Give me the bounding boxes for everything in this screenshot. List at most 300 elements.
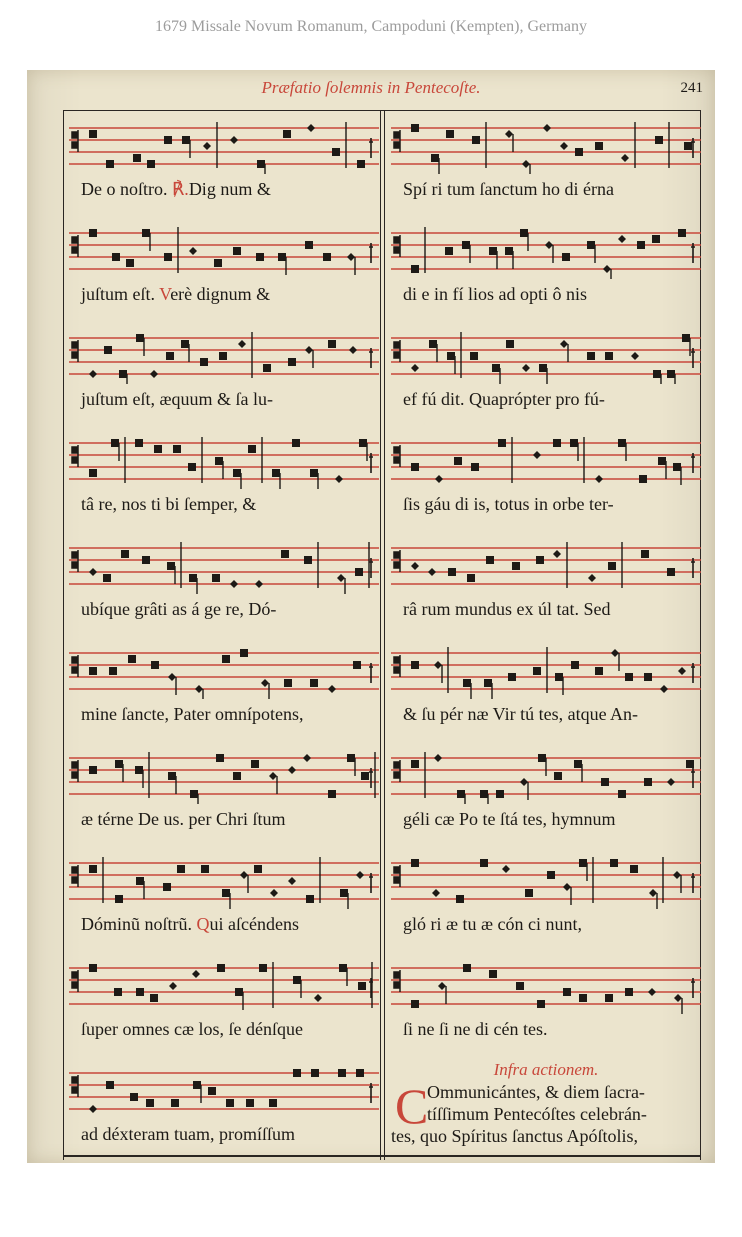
diamond-note-icon	[192, 970, 200, 978]
square-note-icon	[283, 130, 291, 138]
clef-icon	[72, 445, 78, 467]
lyric-line	[69, 174, 379, 204]
lyric-text: juſtum eſt.	[81, 284, 160, 304]
square-note-icon	[304, 556, 312, 564]
diamond-note-icon	[611, 649, 619, 657]
square-note-icon	[146, 1099, 154, 1107]
diamond-note-icon	[270, 889, 278, 897]
diamond-note-icon	[411, 562, 419, 570]
square-note-icon	[257, 160, 265, 168]
diamond-note-icon	[543, 124, 551, 132]
diamond-note-icon	[89, 1105, 97, 1113]
lyric-text: & ſu pér næ Vir tú tes, atque An-	[403, 704, 639, 724]
square-note-icon	[496, 790, 504, 798]
square-note-icon	[167, 562, 175, 570]
square-note-icon	[133, 154, 141, 162]
lyric-line	[391, 804, 701, 834]
lyric-line	[391, 279, 701, 309]
square-note-icon	[310, 679, 318, 687]
diamond-note-icon	[89, 568, 97, 576]
square-note-icon	[293, 976, 301, 984]
diamond-note-icon	[314, 994, 322, 1002]
square-note-icon	[686, 760, 694, 768]
square-note-icon	[128, 655, 136, 663]
square-note-icon	[446, 130, 454, 138]
square-note-icon	[259, 964, 267, 972]
square-note-icon	[448, 568, 456, 576]
custos-icon	[369, 348, 373, 368]
clef-icon	[394, 550, 400, 572]
chant-system	[69, 538, 379, 643]
chant-staff	[69, 643, 379, 699]
square-note-icon	[89, 469, 97, 477]
square-note-icon	[445, 247, 453, 255]
square-note-icon	[163, 883, 171, 891]
square-note-icon	[281, 550, 289, 558]
square-note-icon	[340, 889, 348, 897]
chant-system	[391, 118, 701, 223]
square-note-icon	[311, 1069, 319, 1077]
square-note-icon	[357, 160, 365, 168]
lyric-text: æ térne De us. per Chri ſtum	[81, 809, 286, 829]
chant-staff	[69, 433, 379, 489]
square-note-icon	[625, 673, 633, 681]
square-note-icon	[254, 865, 262, 873]
diamond-note-icon	[303, 754, 311, 762]
custos-icon	[691, 978, 695, 998]
square-note-icon	[135, 439, 143, 447]
square-note-icon	[516, 982, 524, 990]
chant-staff	[391, 538, 701, 594]
diamond-note-icon	[203, 142, 211, 150]
column-divider-inner	[384, 110, 385, 1160]
square-note-icon	[525, 889, 533, 897]
diamond-note-icon	[230, 136, 238, 144]
square-note-icon	[463, 679, 471, 687]
square-note-icon	[562, 253, 570, 261]
square-note-icon	[246, 1099, 254, 1107]
square-note-icon	[411, 1000, 419, 1008]
page-number: 241	[680, 80, 703, 96]
square-note-icon	[278, 253, 286, 261]
square-note-icon	[214, 259, 222, 267]
square-note-icon	[480, 790, 488, 798]
chant-staff	[69, 853, 379, 909]
square-note-icon	[658, 457, 666, 465]
custos-icon	[691, 243, 695, 263]
square-note-icon	[208, 1087, 216, 1095]
clef-icon	[72, 970, 78, 992]
diamond-note-icon	[631, 352, 639, 360]
lyric-line	[69, 804, 379, 834]
square-note-icon	[272, 469, 280, 477]
diamond-note-icon	[618, 235, 626, 243]
square-note-icon	[605, 994, 613, 1002]
square-note-icon	[217, 964, 225, 972]
square-note-icon	[520, 229, 528, 237]
image-caption: 1679 Missale Novum Romanum, Campoduni (Kempten), Germany	[155, 18, 587, 35]
lyric-line	[391, 1014, 701, 1044]
square-note-icon	[293, 1069, 301, 1077]
bottom-rule	[63, 1155, 701, 1157]
lyric-line	[69, 489, 379, 519]
rubric-initial: ℟.	[171, 179, 189, 199]
diamond-note-icon	[169, 982, 177, 990]
diamond-note-icon	[238, 340, 246, 348]
lyric-text: Spí ri tum ſanctum ho di érna	[403, 179, 614, 199]
lyric-line	[69, 384, 379, 414]
diamond-note-icon	[432, 889, 440, 897]
square-note-icon	[537, 1000, 545, 1008]
prose-block	[391, 1078, 701, 1147]
custos-icon	[369, 138, 373, 158]
square-note-icon	[190, 790, 198, 798]
lyric-line	[69, 1014, 379, 1044]
chant-staff	[391, 643, 701, 699]
square-note-icon	[355, 568, 363, 576]
chant-system	[69, 748, 379, 853]
lyric-line	[69, 594, 379, 624]
square-note-icon	[555, 673, 563, 681]
diamond-note-icon	[520, 778, 528, 786]
diamond-note-icon	[168, 673, 176, 681]
diamond-note-icon	[195, 685, 203, 693]
square-note-icon	[447, 352, 455, 360]
square-note-icon	[292, 439, 300, 447]
square-note-icon	[486, 556, 494, 564]
chant-system	[69, 433, 379, 538]
square-note-icon	[338, 1069, 346, 1077]
chant-system	[391, 643, 701, 748]
square-note-icon	[471, 463, 479, 471]
square-note-icon	[111, 439, 119, 447]
square-note-icon	[411, 124, 419, 132]
square-note-icon	[233, 469, 241, 477]
diamond-note-icon	[347, 253, 355, 261]
lyric-text: ad déxteram tuam, promíſſum	[81, 1124, 295, 1144]
square-note-icon	[119, 370, 127, 378]
lyric-text: ſis gáu di is, totus in orbe ter-	[403, 494, 614, 514]
square-note-icon	[136, 988, 144, 996]
square-note-icon	[130, 1093, 138, 1101]
chant-system	[391, 223, 701, 328]
diamond-note-icon	[560, 340, 568, 348]
running-head: Præfatio ſolemnis in Pentecoſte.	[261, 78, 481, 97]
square-note-icon	[222, 655, 230, 663]
clef-icon	[394, 130, 400, 152]
clef-icon	[394, 655, 400, 677]
diamond-note-icon	[438, 982, 446, 990]
clef-icon	[394, 970, 400, 992]
diamond-note-icon	[328, 685, 336, 693]
square-note-icon	[147, 160, 155, 168]
lyric-line	[391, 909, 701, 939]
lyric-text: mine ſancte, Pater omnípotens,	[81, 704, 304, 724]
lyric-text: tâ re, nos ti bi ſemper, &	[81, 494, 257, 514]
diamond-note-icon	[603, 265, 611, 273]
square-note-icon	[150, 994, 158, 1002]
square-note-icon	[538, 754, 546, 762]
square-note-icon	[188, 463, 196, 471]
diamond-note-icon	[545, 241, 553, 249]
diamond-note-icon	[230, 580, 238, 588]
square-note-icon	[233, 772, 241, 780]
chant-staff	[69, 328, 379, 384]
clef-icon	[72, 235, 78, 257]
lyric-text: ubíque grâti as á ge re, Dó-	[81, 599, 277, 619]
square-note-icon	[263, 364, 271, 372]
clef-icon	[72, 760, 78, 782]
square-note-icon	[339, 964, 347, 972]
diamond-note-icon	[522, 160, 530, 168]
square-note-icon	[89, 667, 97, 675]
diamond-note-icon	[648, 988, 656, 996]
square-note-icon	[219, 352, 227, 360]
square-note-icon	[103, 574, 111, 582]
square-note-icon	[411, 265, 419, 273]
diamond-note-icon	[533, 451, 541, 459]
square-note-icon	[106, 1081, 114, 1089]
chant-system	[69, 958, 379, 1063]
square-note-icon	[233, 247, 241, 255]
square-note-icon	[508, 673, 516, 681]
lyric-line	[391, 489, 701, 519]
square-note-icon	[571, 661, 579, 669]
square-note-icon	[554, 772, 562, 780]
square-note-icon	[240, 649, 248, 657]
clef-icon	[394, 235, 400, 257]
diamond-note-icon	[660, 685, 668, 693]
square-note-icon	[462, 241, 470, 249]
lyric-line	[69, 909, 379, 939]
diamond-note-icon	[522, 364, 530, 372]
diamond-note-icon	[560, 142, 568, 150]
left-column	[69, 118, 379, 1163]
square-note-icon	[667, 568, 675, 576]
square-note-icon	[212, 574, 220, 582]
chant-staff	[69, 748, 379, 804]
lyric-text: Dóminũ noſtrũ.	[81, 914, 197, 934]
lyric-text: juſtum eſt, æquum & ſa lu-	[81, 389, 273, 409]
square-note-icon	[166, 352, 174, 360]
square-note-icon	[151, 661, 159, 669]
square-note-icon	[456, 895, 464, 903]
square-note-icon	[323, 253, 331, 261]
square-note-icon	[652, 235, 660, 243]
chant-staff	[69, 1063, 379, 1119]
square-note-icon	[625, 988, 633, 996]
diamond-note-icon	[674, 994, 682, 1002]
square-note-icon	[222, 889, 230, 897]
square-note-icon	[470, 352, 478, 360]
square-note-icon	[411, 760, 419, 768]
lyric-text: gló ri æ tu æ cón ci nunt,	[403, 914, 582, 934]
square-note-icon	[411, 463, 419, 471]
lyric-text: ui aſcéndens	[209, 914, 299, 934]
square-note-icon	[201, 865, 209, 873]
square-note-icon	[136, 877, 144, 885]
lyric-text: râ rum mundus ex úl tat. Sed	[403, 599, 611, 619]
square-note-icon	[553, 439, 561, 447]
square-note-icon	[126, 259, 134, 267]
square-note-icon	[484, 679, 492, 687]
square-note-icon	[112, 253, 120, 261]
square-note-icon	[142, 556, 150, 564]
square-note-icon	[575, 148, 583, 156]
chant-staff	[391, 328, 701, 384]
square-note-icon	[618, 439, 626, 447]
lyric-line	[391, 174, 701, 204]
lyric-line	[391, 594, 701, 624]
chant-system	[69, 223, 379, 328]
clef-icon	[394, 340, 400, 362]
custos-icon	[369, 1083, 373, 1103]
diamond-note-icon	[269, 772, 277, 780]
custos-icon	[369, 663, 373, 683]
lyric-line	[391, 699, 701, 729]
square-note-icon	[678, 229, 686, 237]
prose-line: Ommunicántes, & diem ſacra-	[427, 1082, 645, 1102]
square-note-icon	[359, 439, 367, 447]
chant-system	[391, 958, 701, 1063]
chant-system	[391, 748, 701, 853]
lyric-text: erè dignum &	[170, 284, 271, 304]
square-note-icon	[505, 247, 513, 255]
diamond-note-icon	[428, 568, 436, 576]
lyric-text: Dig num &	[188, 179, 271, 199]
rubric-initial: Q	[196, 914, 210, 934]
square-note-icon	[605, 352, 613, 360]
square-note-icon	[115, 895, 123, 903]
square-note-icon	[630, 865, 638, 873]
clef-icon	[394, 445, 400, 467]
square-note-icon	[328, 790, 336, 798]
clef-icon	[72, 865, 78, 887]
square-note-icon	[177, 865, 185, 873]
chant-system	[69, 853, 379, 958]
square-note-icon	[251, 760, 259, 768]
prose-line: tíſſimum Pentecóſtes celebrán-	[427, 1104, 647, 1124]
lyric-text: De o noſtro.	[81, 179, 172, 199]
lyric-line	[69, 1119, 379, 1149]
left-frame-rule	[63, 110, 64, 1160]
square-note-icon	[89, 865, 97, 873]
square-note-icon	[587, 352, 595, 360]
diamond-note-icon	[435, 475, 443, 483]
square-note-icon	[216, 754, 224, 762]
square-note-icon	[164, 136, 172, 144]
square-note-icon	[684, 142, 692, 150]
square-note-icon	[193, 1081, 201, 1089]
diamond-note-icon	[649, 889, 657, 897]
square-note-icon	[610, 859, 618, 867]
square-note-icon	[173, 445, 181, 453]
square-note-icon	[358, 982, 366, 990]
square-note-icon	[332, 148, 340, 156]
custos-icon	[369, 768, 373, 788]
square-note-icon	[673, 463, 681, 471]
square-note-icon	[601, 778, 609, 786]
square-note-icon	[115, 760, 123, 768]
chant-system	[69, 643, 379, 748]
square-note-icon	[361, 772, 369, 780]
diamond-note-icon	[678, 667, 686, 675]
diamond-note-icon	[595, 475, 603, 483]
chant-system	[69, 118, 379, 223]
custos-icon	[369, 243, 373, 263]
square-note-icon	[168, 772, 176, 780]
diamond-note-icon	[349, 346, 357, 354]
square-note-icon	[121, 550, 129, 558]
square-note-icon	[579, 859, 587, 867]
chant-system	[69, 1063, 379, 1163]
diamond-note-icon	[356, 871, 364, 879]
square-note-icon	[356, 1069, 364, 1077]
clef-icon	[72, 550, 78, 572]
square-note-icon	[512, 562, 520, 570]
chant-staff	[391, 118, 701, 174]
clef-icon	[72, 130, 78, 152]
custos-icon	[691, 663, 695, 683]
clef-icon	[72, 655, 78, 677]
square-note-icon	[463, 964, 471, 972]
square-note-icon	[480, 859, 488, 867]
chant-system	[391, 433, 701, 538]
column-divider	[380, 110, 381, 1160]
clef-icon	[394, 865, 400, 887]
square-note-icon	[215, 457, 223, 465]
diamond-note-icon	[89, 370, 97, 378]
square-note-icon	[547, 871, 555, 879]
square-note-icon	[104, 346, 112, 354]
lyric-text: ſuper omnes cæ los, ſe dénſque	[81, 1019, 303, 1039]
square-note-icon	[641, 550, 649, 558]
chant-staff	[391, 853, 701, 909]
diamond-note-icon	[150, 370, 158, 378]
chant-staff	[69, 538, 379, 594]
square-note-icon	[498, 439, 506, 447]
square-note-icon	[306, 895, 314, 903]
lyric-text: géli cæ Po te ſtá tes, hymnum	[403, 809, 616, 829]
chant-staff	[69, 958, 379, 1014]
square-note-icon	[284, 679, 292, 687]
square-note-icon	[533, 667, 541, 675]
square-note-icon	[353, 661, 361, 669]
square-note-icon	[154, 445, 162, 453]
square-note-icon	[109, 667, 117, 675]
diamond-note-icon	[563, 883, 571, 891]
square-note-icon	[189, 574, 197, 582]
square-note-icon	[347, 754, 355, 762]
square-note-icon	[171, 1099, 179, 1107]
missal-page	[27, 70, 715, 1163]
square-note-icon	[429, 340, 437, 348]
square-note-icon	[106, 160, 114, 168]
square-note-icon	[248, 445, 256, 453]
square-note-icon	[200, 358, 208, 366]
square-note-icon	[536, 556, 544, 564]
square-note-icon	[89, 130, 97, 138]
diamond-note-icon	[240, 871, 248, 879]
square-note-icon	[492, 364, 500, 372]
chant-staff	[391, 958, 701, 1014]
square-note-icon	[454, 457, 462, 465]
square-note-icon	[142, 229, 150, 237]
square-note-icon	[574, 760, 582, 768]
square-note-icon	[136, 334, 144, 342]
custos-icon	[691, 453, 695, 473]
prose-line: tes, quo Spíritus ſanctus Apóſtolis,	[391, 1126, 639, 1146]
